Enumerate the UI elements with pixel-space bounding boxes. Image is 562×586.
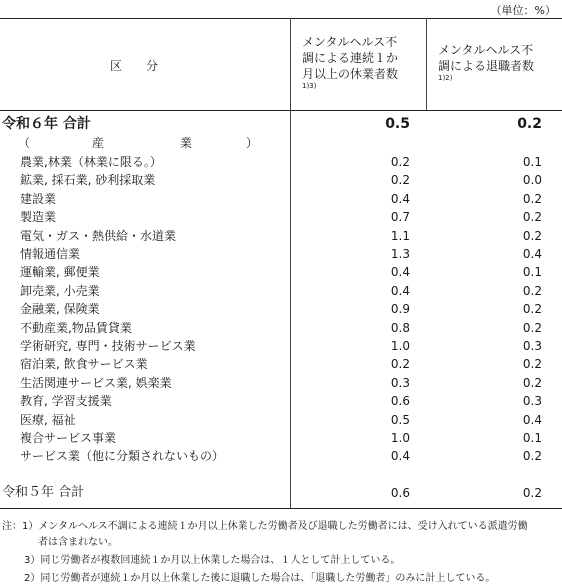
category-header: 区 分 <box>110 59 159 73</box>
leave-rate-value: 0.2 <box>390 173 410 188</box>
previous-total-label: 令和５年 合計 <box>2 485 85 500</box>
leave-rate-value: 0.4 <box>390 191 410 206</box>
total-value-leave: 0.5 <box>385 116 410 132</box>
resign-rate-value: 0.1 <box>522 431 542 445</box>
industry-label: 農業,林業（林業に限る。） <box>20 155 162 169</box>
industry-label: 鉱業, 採石業, 砂利採取業 <box>20 173 156 188</box>
industry-label: 金融業, 保険業 <box>20 302 100 317</box>
resign-rate-value: 0.2 <box>522 210 542 225</box>
industry-label: 医療, 福祉 <box>20 412 76 427</box>
resign-rate-value: 0.3 <box>522 339 542 353</box>
table-row <box>0 208 562 226</box>
leave-rate-value: 0.8 <box>390 320 410 335</box>
industry-label: 教育, 学習支援業 <box>20 394 112 409</box>
resign-rate-value: 0.2 <box>522 375 542 390</box>
resign-rate-value: 0.2 <box>522 228 542 243</box>
leave-rate-value: 1.3 <box>390 247 410 261</box>
leave-rate-value: 1.0 <box>390 339 410 353</box>
resign-rate-value: 0.0 <box>522 173 542 188</box>
industry-label: 建設業 <box>20 191 57 206</box>
col1-header-note: 1)3) <box>302 82 317 90</box>
resign-rate-value: 0.4 <box>522 412 542 427</box>
table-row <box>0 392 562 410</box>
industry-label: 複合サービス事業 <box>20 431 117 445</box>
industry-label: 運輸業, 郵便業 <box>20 265 100 280</box>
leave-rate-value: 1.1 <box>390 228 410 243</box>
footnote-line: 者は含まれない。 <box>38 537 118 548</box>
table-row <box>0 171 562 189</box>
leave-rate-value: 0.4 <box>390 449 410 464</box>
resign-rate-value: 0.2 <box>522 320 542 335</box>
resign-rate-value: 0.3 <box>522 394 542 409</box>
leave-rate-value: 1.0 <box>390 431 410 445</box>
table-row <box>0 300 562 318</box>
col1-header-line: 調による連続１か <box>302 51 399 65</box>
industry-label: 不動産業,物品賃貸業 <box>20 320 132 335</box>
leave-rate-value: 0.9 <box>390 302 410 317</box>
industry-label: 生活関連サービス業, 娯楽業 <box>20 375 172 390</box>
table-row <box>0 245 562 263</box>
table-row <box>0 411 562 429</box>
resign-rate-value: 0.4 <box>522 247 542 261</box>
industry-label: 学術研究, 専門・技術サービス業 <box>20 339 196 353</box>
resign-rate-value: 0.2 <box>522 283 542 298</box>
leave-rate-value: 0.7 <box>390 210 410 225</box>
leave-rate-value: 0.2 <box>390 357 410 372</box>
resign-rate-value: 0.2 <box>522 357 542 372</box>
header-bottom-border <box>0 110 562 111</box>
table-row <box>0 263 562 281</box>
table-bottom-border <box>0 508 562 509</box>
col2-header-line: 調による退職者数 <box>438 59 535 73</box>
industry-label: サービス業（他に分類されないもの） <box>20 449 225 464</box>
resign-rate-value: 0.2 <box>522 449 542 464</box>
table-row <box>0 337 562 355</box>
col1-header-line: メンタルヘルス不 <box>302 35 398 49</box>
total-value-resign: 0.2 <box>517 116 542 132</box>
table-row <box>0 319 562 337</box>
industry-label: 卸売業, 小売業 <box>20 283 100 298</box>
table-row <box>0 447 562 465</box>
previous-value-resign: 0.2 <box>522 486 542 500</box>
section-label-2: 業 <box>180 136 193 150</box>
leave-rate-value: 0.4 <box>390 265 410 280</box>
industry-label: 宿泊業, 飲食サービス業 <box>20 357 148 372</box>
footnote-line: 3）同じ労働者が複数回連続１か月以上休業した場合は、１人として計上している。 <box>24 555 401 566</box>
resign-rate-value: 0.1 <box>522 265 542 280</box>
section-open-paren: （ <box>18 136 31 150</box>
total-row-current <box>0 115 562 133</box>
footnote-line: 注：1）メンタルヘルス不調による連続１か月以上休業した労働者及び退職した労働者には、受け入れている派遣労働 <box>2 521 528 532</box>
section-label-1: 産 <box>92 136 105 150</box>
col2-header-line: メンタルヘルス不 <box>438 43 534 57</box>
resign-rate-value: 0.1 <box>522 155 542 169</box>
industry-label: 電気・ガス・熱供給・水道業 <box>20 228 177 243</box>
leave-rate-value: 0.6 <box>390 394 410 409</box>
table-row <box>0 190 562 208</box>
leave-rate-value: 0.3 <box>390 375 410 390</box>
table-top-border <box>0 18 562 19</box>
leave-rate-value: 0.4 <box>390 283 410 298</box>
table-row <box>0 429 562 447</box>
header-column-divider <box>426 18 427 110</box>
total-row-previous <box>0 484 562 502</box>
table-row <box>0 153 562 171</box>
col2-header <box>438 42 534 83</box>
col2-header-note: 1)2) <box>438 74 453 82</box>
leave-rate-value: 0.2 <box>390 155 410 169</box>
table-row <box>0 282 562 300</box>
resign-rate-value: 0.2 <box>522 302 542 317</box>
table-row <box>0 227 562 245</box>
col1-header <box>302 34 398 91</box>
previous-value-leave: 0.6 <box>390 486 410 500</box>
unit-label: （単位：%） <box>490 4 556 17</box>
table-row <box>0 374 562 392</box>
col1-header-line: 月以上の休業者数 <box>302 67 399 81</box>
resign-rate-value: 0.2 <box>522 191 542 206</box>
industry-label: 情報通信業 <box>20 247 81 261</box>
total-label: 令和６年 合計 <box>2 116 91 132</box>
industry-label: 製造業 <box>20 210 57 225</box>
table-row <box>0 355 562 373</box>
section-close-paren: ） <box>246 136 259 150</box>
leave-rate-value: 0.5 <box>390 412 410 427</box>
footnote-line: 2）同じ労働者が連続１か月以上休業した後に退職した場合は、「退職した労働者」のみに計上している。 <box>24 573 496 584</box>
